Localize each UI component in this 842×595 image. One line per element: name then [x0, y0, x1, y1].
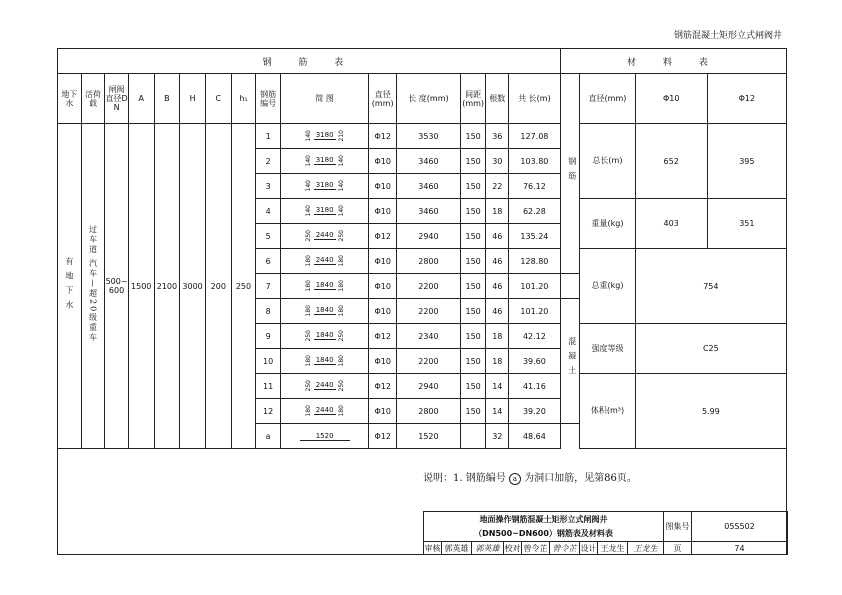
bar-total: 128.80 [509, 249, 561, 274]
bar-no: 11 [256, 374, 281, 399]
bar-length: 2200 [397, 349, 461, 374]
bar-no: 3 [256, 174, 281, 199]
drawing-no-label: 图集号 [664, 512, 692, 542]
bar-shape: 140 3180 210 [280, 124, 368, 149]
bar-spacing: 150 [460, 224, 486, 249]
bar-total: 41.16 [509, 374, 561, 399]
bar-dia: Φ10 [369, 199, 397, 224]
header-live-load: 活荷载 [81, 74, 105, 124]
material-total-len-label: 总长(m) [580, 124, 636, 199]
bar-dia: Φ10 [369, 274, 397, 299]
bar-dia: Φ10 [369, 249, 397, 274]
h1-cell: 250 [231, 124, 256, 449]
bar-no: 4 [256, 199, 281, 224]
page-label: 页 [664, 542, 692, 555]
bar-count: 46 [486, 274, 509, 299]
header-length: 长 度(mm) [397, 74, 461, 124]
bar-dia: Φ12 [369, 224, 397, 249]
rebar-section-title: 钢 筋 表 [58, 49, 561, 74]
bar-dia: Φ12 [369, 324, 397, 349]
material-total-weight: 754 [635, 249, 786, 324]
bar-length: 2940 [397, 374, 461, 399]
bar-no: 5 [256, 224, 281, 249]
material-strength-label: 强度等级 [580, 324, 636, 374]
bar-no: a [256, 424, 281, 449]
bar-no: 7 [256, 274, 281, 299]
bar-spacing: 150 [460, 324, 486, 349]
bar-total: 135.24 [509, 224, 561, 249]
bar-spacing: 150 [460, 399, 486, 424]
bar-total: 103.80 [509, 149, 561, 174]
header-valve-dia: 闸阀直径DN [105, 74, 129, 124]
bar-count: 46 [486, 249, 509, 274]
bar-shape: 250 2440 250 [280, 374, 368, 399]
bar-spacing: 150 [460, 349, 486, 374]
review-label: 审核 [424, 543, 441, 553]
bar-spacing: 150 [460, 374, 486, 399]
b-cell: 2100 [154, 124, 180, 449]
bar-total: 101.20 [509, 274, 561, 299]
bar-length: 3460 [397, 199, 461, 224]
checker-name: 曾令芷 [523, 543, 548, 553]
material-total-len-1: 652 [635, 124, 707, 199]
bar-length: 2940 [397, 224, 461, 249]
bar-length: 1520 [397, 424, 461, 449]
drawing-header-title: 钢筋混凝土矩形立式闸阀井 [673, 31, 782, 41]
bar-count: 46 [486, 224, 509, 249]
bar-count: 18 [486, 324, 509, 349]
material-total-weight-label: 总重(kg) [580, 249, 636, 324]
header-groundwater: 地下水 [58, 74, 82, 124]
bar-length: 3530 [397, 124, 461, 149]
bar-shape: 140 3180 140 [280, 174, 368, 199]
header-c: C [205, 74, 231, 124]
c-cell: 200 [205, 124, 231, 449]
designer-signature: 王龙生 [628, 542, 664, 555]
drawing-no: 05S502 [692, 512, 788, 542]
bar-spacing [460, 424, 486, 449]
bar-shape: 250 2440 250 [280, 224, 368, 249]
header-count: 根数 [486, 74, 509, 124]
title-block-title: 地面操作钢筋混凝土矩形立式闸阀井 （DN500~DN600）钢筋表及材料表 [424, 512, 664, 542]
bar-shape: 180 2440 180 [280, 399, 368, 424]
bar-total: 127.08 [509, 124, 561, 149]
bar-total: 76.12 [509, 174, 561, 199]
material-concrete-label: 混 凝 土 [560, 299, 580, 424]
bar-count: 14 [486, 399, 509, 424]
reviewer-signature: 郭英雄 [472, 542, 504, 555]
bar-no: 6 [256, 249, 281, 274]
note-text: 说明：1. 钢筋编号 a 为洞口加筋，见第86页。 [423, 473, 637, 484]
bar-count: 32 [486, 424, 509, 449]
header-shape: 简 图 [280, 74, 368, 124]
bar-dia: Φ10 [369, 174, 397, 199]
bar-no: 2 [256, 149, 281, 174]
header-bar-no: 钢筋编号 [256, 74, 281, 124]
h-cell: 3000 [180, 124, 206, 449]
valve-dia-cell: 500~600 [105, 124, 129, 449]
material-weight-1: 403 [635, 199, 707, 249]
bar-length: 2200 [397, 274, 461, 299]
title-block [423, 511, 788, 555]
bar-shape: 140 3180 140 [280, 199, 368, 224]
material-steel-label: 钢 筋 [560, 74, 580, 274]
circle-a-icon: a [509, 473, 521, 485]
bar-dia: Φ12 [369, 374, 397, 399]
bar-total: 39.20 [509, 399, 561, 424]
bar-spacing: 150 [460, 124, 486, 149]
bar-count: 30 [486, 149, 509, 174]
bar-length: 3460 [397, 174, 461, 199]
bar-dia: Φ12 [369, 424, 397, 449]
bar-no: 9 [256, 324, 281, 349]
bar-length: 2340 [397, 324, 461, 349]
bar-length: 3460 [397, 149, 461, 174]
bar-no: 1 [256, 124, 281, 149]
bar-total: 42.12 [509, 324, 561, 349]
material-weight-2: 351 [707, 199, 786, 249]
bar-total: 101.20 [509, 299, 561, 324]
bar-count: 22 [486, 174, 509, 199]
table-row [58, 124, 787, 149]
bar-count: 36 [486, 124, 509, 149]
check-label: 校对 [504, 543, 521, 553]
bar-count: 18 [486, 199, 509, 224]
header-b: B [154, 74, 180, 124]
bar-total: 39.60 [509, 349, 561, 374]
bar-shape: 140 3180 140 [280, 149, 368, 174]
material-strength: C25 [635, 324, 786, 374]
bar-shape: 180 1840 180 [280, 349, 368, 374]
bar-no: 12 [256, 399, 281, 424]
bar-dia: Φ12 [369, 124, 397, 149]
material-section-title: 材 料 表 [560, 49, 786, 74]
bar-spacing: 150 [460, 249, 486, 274]
bar-length: 2800 [397, 249, 461, 274]
bar-total: 48.64 [509, 424, 561, 449]
bar-dia: Φ10 [369, 149, 397, 174]
bar-count: 18 [486, 349, 509, 374]
header-total: 共 长(m) [509, 74, 561, 124]
bar-shape: 1520 [280, 424, 368, 449]
bar-shape: 180 1840 180 [280, 274, 368, 299]
bar-spacing: 150 [460, 149, 486, 174]
material-dia-label: 直径(mm) [580, 74, 636, 124]
header-h1: h₁ [231, 74, 256, 124]
live-load-cell: 过车道 汽车—超20级重车 [81, 124, 105, 449]
material-weight-label: 重量(kg) [580, 199, 636, 249]
bar-length: 2800 [397, 399, 461, 424]
bar-spacing: 150 [460, 174, 486, 199]
bar-length: 2200 [397, 299, 461, 324]
material-volume-label: 体积(m³) [580, 374, 636, 449]
bar-spacing: 150 [460, 299, 486, 324]
header-a: A [128, 74, 154, 124]
bar-shape: 180 1840 180 [280, 299, 368, 324]
bar-spacing: 150 [460, 199, 486, 224]
material-col2: Φ12 [707, 74, 786, 124]
rebar-material-table [57, 48, 787, 449]
design-label: 设计 [580, 543, 597, 553]
bar-count: 46 [486, 299, 509, 324]
material-total-len-2: 395 [707, 124, 786, 199]
bar-total: 62.28 [509, 199, 561, 224]
material-volume: 5.99 [635, 374, 786, 449]
checker-signature: 曾令芷 [550, 542, 580, 555]
bar-spacing: 150 [460, 274, 486, 299]
bar-dia: Φ10 [369, 299, 397, 324]
page-number: 74 [692, 542, 788, 555]
bar-shape: 250 1840 250 [280, 324, 368, 349]
bar-count: 14 [486, 374, 509, 399]
designer-name: 王龙生 [598, 542, 628, 555]
bar-no: 8 [256, 299, 281, 324]
header-dia: 直径(mm) [369, 74, 397, 124]
bar-no: 10 [256, 349, 281, 374]
groundwater-cell: 有 地 下 水 [58, 124, 82, 449]
bar-shape: 180 2440 180 [280, 249, 368, 274]
material-col1: Φ10 [635, 74, 707, 124]
bar-dia: Φ10 [369, 399, 397, 424]
drawing-frame-left [57, 437, 424, 555]
a-cell: 1500 [128, 124, 154, 449]
header-h: H [180, 74, 206, 124]
header-spacing: 间距(mm) [460, 74, 486, 124]
reviewer-name: 郭英雄 [442, 542, 472, 555]
bar-dia: Φ10 [369, 349, 397, 374]
